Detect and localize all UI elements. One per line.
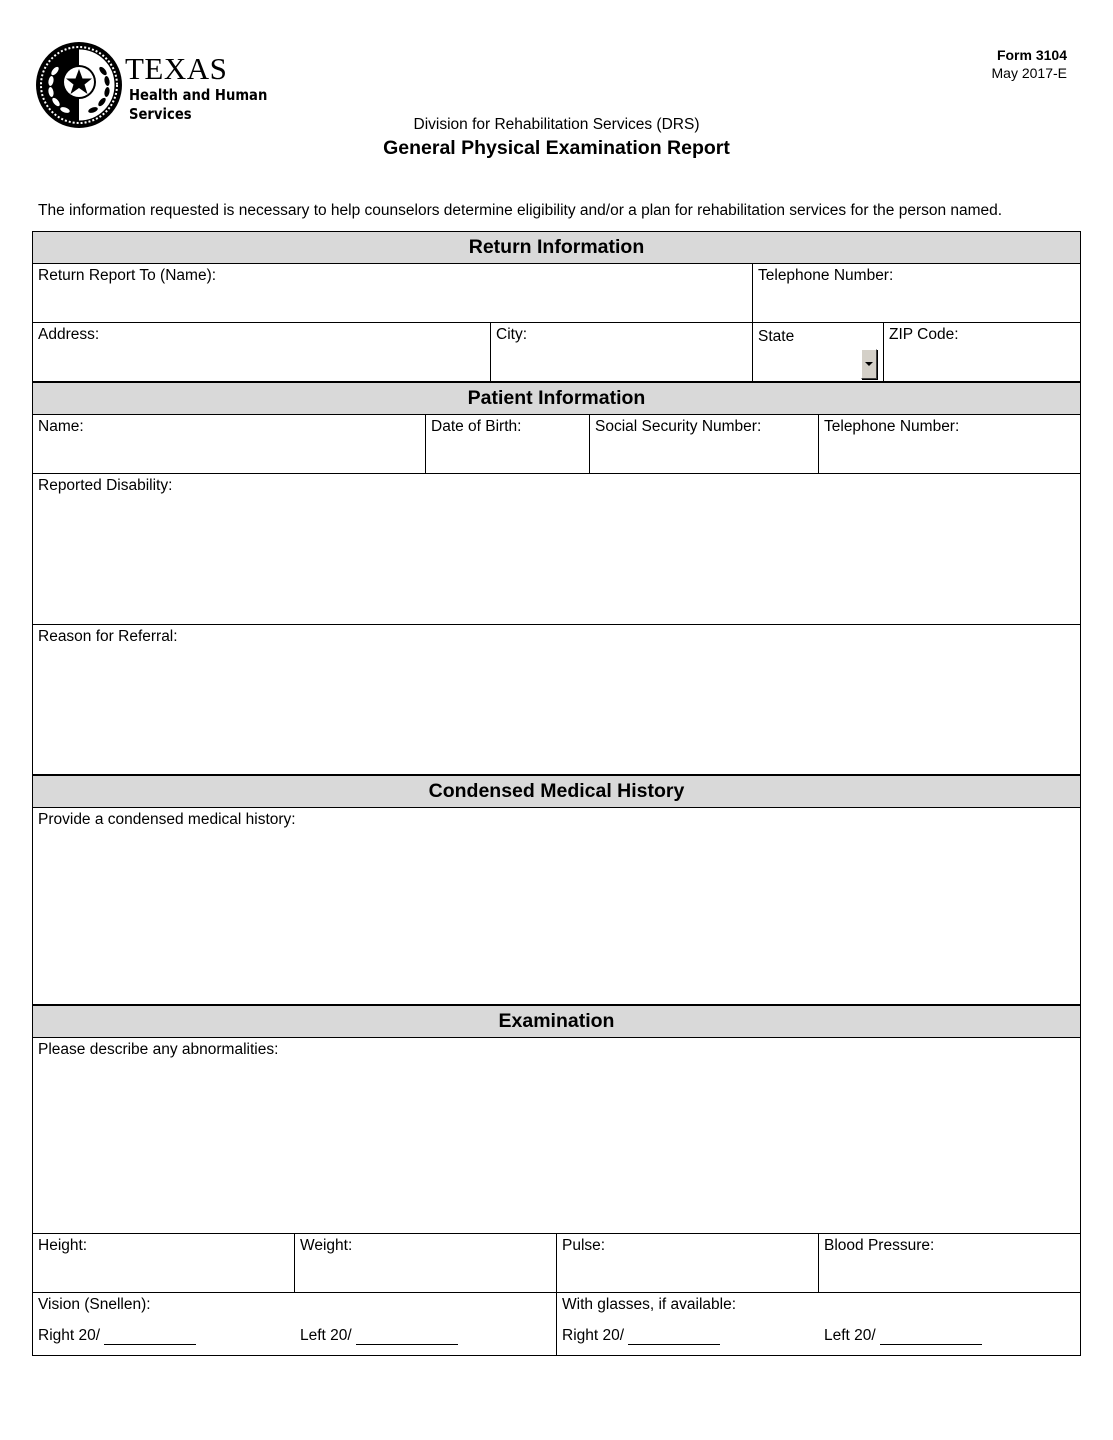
city-input[interactable]	[496, 344, 747, 361]
weight-cell	[295, 1234, 557, 1292]
blood-pressure-cell	[819, 1234, 1080, 1292]
vision-left-blank	[356, 1327, 458, 1345]
zip-input[interactable]	[889, 344, 1075, 361]
vision-cell	[33, 1293, 557, 1355]
glasses-left-input[interactable]	[880, 1327, 982, 1343]
glasses-left	[824, 1327, 982, 1345]
glasses-right	[562, 1327, 824, 1345]
patient-name-input[interactable]	[38, 436, 420, 453]
vision-line	[38, 1327, 551, 1345]
return-telephone-label: Telephone Number:	[758, 267, 894, 284]
section-header-return-information: Return Information	[32, 231, 1081, 264]
history-cell	[33, 808, 1080, 1004]
disability-cell	[33, 474, 1080, 624]
address-label: Address:	[38, 326, 100, 343]
disability-textarea[interactable]	[38, 495, 1075, 615]
abnormalities-row	[32, 1038, 1081, 1234]
patient-name-cell	[33, 415, 426, 473]
patient-name-label: Name:	[38, 418, 84, 435]
page-title: General Physical Examination Report	[383, 137, 730, 159]
pulse-label: Pulse:	[562, 1237, 606, 1254]
return-telephone-input[interactable]	[758, 285, 1075, 302]
division-name: Division for Rehabilitation Services (DRS)	[413, 116, 700, 133]
vision-right-input[interactable]	[104, 1327, 196, 1343]
city-label: City:	[496, 326, 527, 343]
city-cell	[491, 323, 753, 381]
exam-form	[32, 231, 1081, 1356]
vision-left	[300, 1327, 458, 1345]
patient-telephone-input[interactable]	[824, 436, 1075, 453]
height-label: Height:	[38, 1237, 88, 1254]
intro-text: The information requested is necessary to help counselors determine eligibility and/or a plan for rehabilitation services for the person named.	[38, 202, 1003, 219]
return-to-label: Return Report To (Name):	[38, 267, 217, 284]
return-telephone-cell	[753, 264, 1080, 322]
vitals-row	[32, 1234, 1081, 1293]
disability-label: Reported Disability:	[38, 477, 173, 494]
zip-cell	[884, 323, 1080, 381]
referral-row	[32, 625, 1081, 775]
glasses-label: With glasses, if available:	[562, 1296, 737, 1313]
patient-row-1	[32, 415, 1081, 474]
height-cell	[33, 1234, 295, 1292]
height-input[interactable]	[38, 1255, 289, 1272]
vision-row	[32, 1293, 1081, 1356]
ssn-label: Social Security Number:	[595, 418, 762, 435]
dob-label: Date of Birth:	[431, 418, 522, 435]
chevron-down-icon	[865, 362, 873, 366]
logo-agency-text: Health and Human Services	[129, 86, 268, 123]
vision-left-input[interactable]	[356, 1327, 458, 1343]
glasses-left-label: Left 20/	[824, 1327, 876, 1344]
form-number: Form 3104	[996, 47, 1067, 63]
glasses-left-blank	[880, 1327, 982, 1345]
form-identifier	[992, 46, 1067, 82]
glasses-right-blank	[628, 1327, 720, 1345]
section-header-medical-history: Condensed Medical History	[32, 775, 1081, 808]
pulse-input[interactable]	[562, 1255, 813, 1272]
blood-pressure-input[interactable]	[824, 1255, 1075, 1272]
state-cell	[753, 323, 884, 381]
referral-cell	[33, 625, 1080, 774]
vision-right	[38, 1327, 300, 1345]
patient-telephone-cell	[819, 415, 1080, 473]
glasses-line	[562, 1327, 1075, 1345]
address-cell	[33, 323, 491, 381]
ssn-input[interactable]	[595, 436, 813, 453]
pulse-cell	[557, 1234, 819, 1292]
weight-input[interactable]	[300, 1255, 551, 1272]
return-row-1	[32, 264, 1081, 323]
return-row-2	[32, 323, 1081, 382]
zip-label: ZIP Code:	[889, 326, 959, 343]
history-row	[32, 808, 1081, 1005]
state-label: State	[758, 328, 795, 345]
state-dropdown[interactable]	[861, 349, 877, 379]
disability-row	[32, 474, 1081, 625]
abnormalities-label: Please describe any abnormalities:	[38, 1041, 279, 1058]
dob-input[interactable]	[431, 436, 584, 453]
referral-textarea[interactable]	[38, 646, 1075, 766]
history-label: Provide a condensed medical history:	[38, 811, 296, 828]
return-to-cell	[33, 264, 753, 322]
vision-right-label: Right 20/	[38, 1327, 101, 1344]
form-date: May 2017-E	[991, 65, 1067, 81]
vision-left-label: Left 20/	[300, 1327, 352, 1344]
ssn-cell	[590, 415, 819, 473]
vision-label: Vision (Snellen):	[38, 1296, 151, 1313]
glasses-right-input[interactable]	[628, 1327, 720, 1343]
section-header-examination: Examination	[32, 1005, 1081, 1038]
section-header-patient-information: Patient Information	[32, 382, 1081, 415]
dob-cell	[426, 415, 590, 473]
weight-label: Weight:	[300, 1237, 353, 1254]
blood-pressure-label: Blood Pressure:	[824, 1237, 935, 1254]
logo-texas-text: TEXAS	[125, 51, 228, 86]
patient-telephone-label: Telephone Number:	[824, 418, 960, 435]
abnormalities-textarea[interactable]	[38, 1059, 1075, 1224]
address-input[interactable]	[38, 344, 485, 361]
glasses-cell	[557, 1293, 1080, 1355]
vision-right-blank	[104, 1327, 196, 1345]
abnormalities-cell	[33, 1038, 1080, 1233]
return-to-input[interactable]	[38, 285, 747, 302]
history-textarea[interactable]	[38, 829, 1075, 994]
referral-label: Reason for Referral:	[38, 628, 178, 645]
glasses-right-label: Right 20/	[562, 1327, 625, 1344]
